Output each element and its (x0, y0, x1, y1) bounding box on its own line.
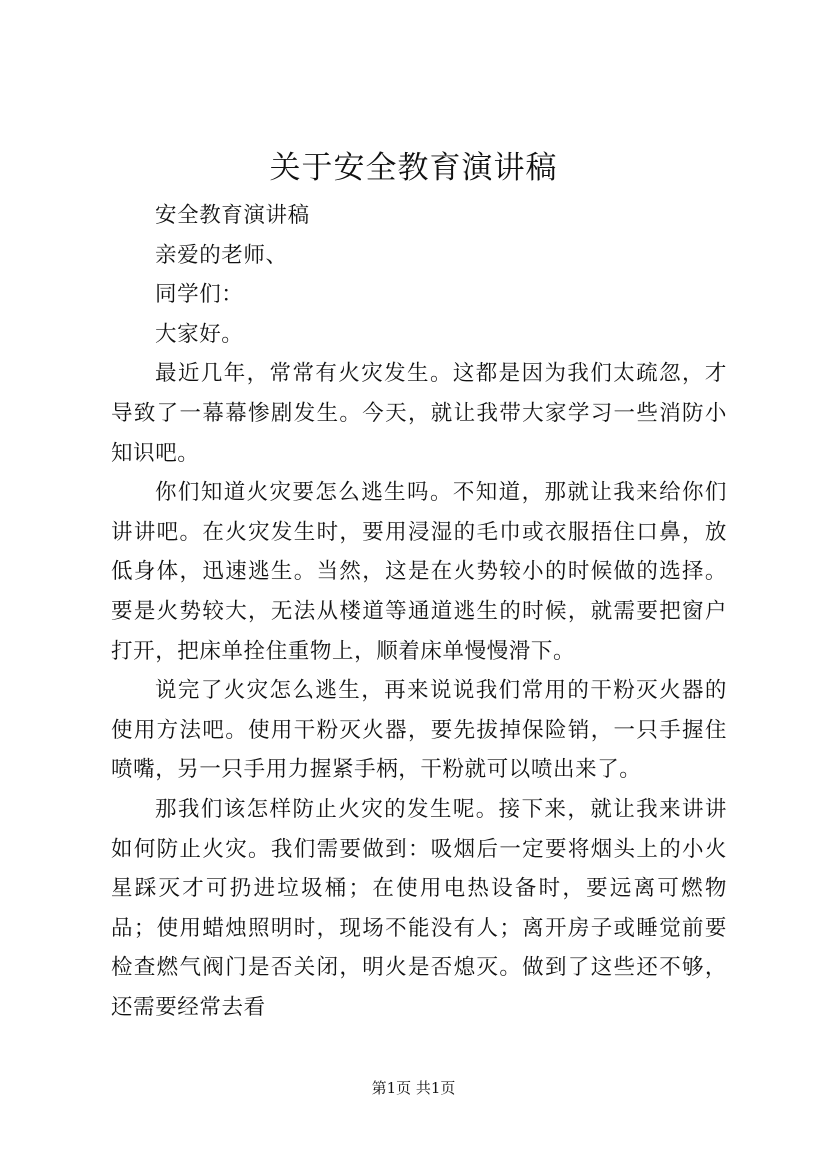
paragraph: 最近几年，常常有火灾发生。这都是因为我们太疏忽，才导致了一幕幕惨剧发生。今天，就让我带大家学习一些消防小知识吧。 (111, 361, 727, 466)
paragraph: 说完了火灾怎么逃生，再来说说我们常用的干粉灭火器的使用方法吧。使用干粉灭火器，要先拔掉保险销，一只手握住喷嘴，另一只手用力握紧手柄，干粉就可以喷出来了。 (111, 678, 727, 783)
document-body (111, 196, 727, 1027)
paragraph: 安全教育演讲稿 (155, 203, 310, 228)
document-title: 关于安全教育演讲稿 (269, 150, 558, 186)
page-footer: 第1页 共1页 (371, 1079, 456, 1097)
paragraph: 那我们该怎样防止火灾的发生呢。接下来，就让我来讲讲如何防止火灾。我们需要做到：吸烟后一定要将烟头上的小火星踩灭才可扔进垃圾桶；在使用电热设备时，要远离可燃物品；使用蜡烛照明时，现场不能没有人；离开房子或睡觉前要检查燃气阀门是否关闭，明火是否熄灭。做到了这些还不够，还需要经常去看 (111, 796, 727, 1020)
paragraph: 同学们： (155, 282, 244, 308)
paragraph: 大家好。 (155, 321, 244, 347)
paragraph: 你们知道火灾要怎么逃生吗。不知道，那就让我来给你们讲讲吧。在火灾发生时，要用浸湿的毛巾或衣服捂住口鼻，放低身体，迅速逃生。当然，这是在火势较小的时候做的选择。要是火势较大，无法从楼道等通道逃生的时候，就需要把窗户打开，把床单拴住重物上，顺着床单慢慢滑下。 (111, 480, 727, 664)
paragraph: 亲爱的老师、 (155, 242, 288, 268)
